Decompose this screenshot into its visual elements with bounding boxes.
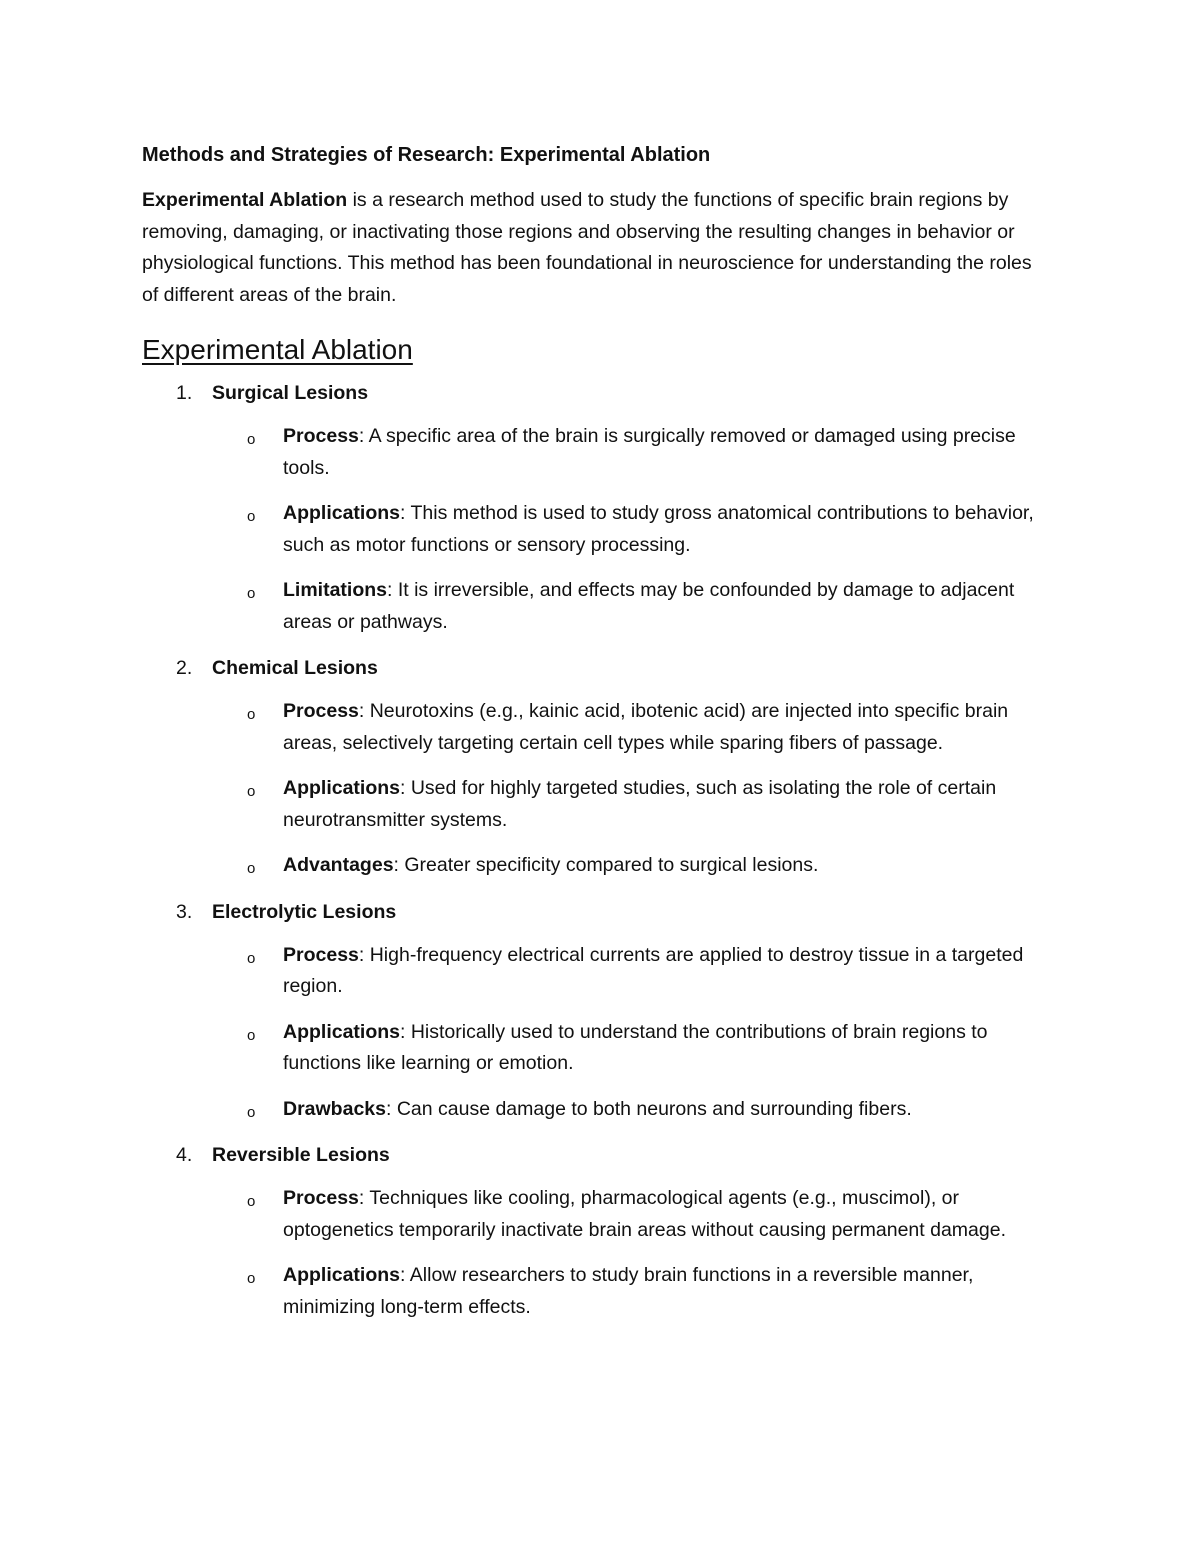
detail-text: : High-frequency electrical currents are applied to destroy tissue in a targeted region.: [283, 943, 1024, 997]
detail-item: [212, 1094, 1042, 1126]
detail-text: : Allow researchers to study brain functions in a reversible manner, minimizing long-term effects.: [283, 1264, 974, 1318]
list-number: 4.: [176, 1144, 193, 1166]
method-details: [212, 696, 1042, 882]
method-title: Reversible Lesions: [212, 1144, 390, 1166]
hollow-bullet-icon: o: [247, 1103, 256, 1121]
detail-text: : Historically used to understand the contributions of brain regions to functions like learning or emotion.: [283, 1020, 988, 1074]
method-title: Surgical Lesions: [212, 382, 369, 404]
detail-item: [212, 421, 1042, 484]
method-title: Chemical Lesions: [212, 657, 378, 679]
detail-label: Process: [283, 943, 359, 966]
list-number: 3.: [176, 900, 193, 923]
detail-label: Applications: [283, 1264, 401, 1286]
method-details: [212, 940, 1042, 1126]
detail-label: Applications: [283, 502, 401, 524]
detail-item: [212, 575, 1042, 638]
methods-list: [142, 377, 1042, 1323]
detail-item: [212, 773, 1042, 836]
detail-item: [212, 498, 1042, 561]
method-item: [142, 652, 1042, 882]
hollow-bullet-icon: o: [247, 706, 256, 723]
detail-item: [212, 940, 1042, 1003]
detail-text: : It is irreversible, and effects may be confounded by damage to adjacent areas or pathways.: [283, 579, 1015, 633]
section-heading: Experimental Ablation: [142, 334, 413, 365]
detail-text: : This method is used to study gross anatomical contributions to behavior, such as motor functions or sensory processing.: [283, 502, 1034, 556]
hollow-bullet-icon: o: [247, 783, 256, 800]
detail-label: Applications: [283, 777, 401, 799]
hollow-bullet-icon: o: [247, 949, 256, 967]
detail-label: Drawbacks: [283, 1097, 386, 1120]
intro-paragraph: [142, 185, 1042, 311]
hollow-bullet-icon: o: [247, 585, 256, 602]
detail-item: [212, 850, 1042, 882]
detail-label: Process: [283, 1187, 359, 1209]
detail-text: : Used for highly targeted studies, such as isolating the role of certain neurotransmitter systems.: [283, 777, 997, 831]
hollow-bullet-icon: o: [247, 1026, 256, 1044]
detail-label: Limitations: [283, 579, 388, 601]
detail-label: Applications: [283, 1020, 401, 1043]
hollow-bullet-icon: o: [247, 508, 256, 525]
hollow-bullet-icon: o: [247, 431, 256, 448]
hollow-bullet-icon: o: [247, 1193, 256, 1210]
detail-label: Process: [283, 700, 359, 722]
detail-item: [212, 1017, 1042, 1080]
method-item: [142, 896, 1042, 1126]
detail-label: Process: [283, 425, 359, 447]
page-title: Methods and Strategies of Research: Experimental Ablation: [142, 144, 711, 166]
hollow-bullet-icon: o: [247, 860, 256, 877]
method-details: [212, 1183, 1042, 1323]
detail-text: : Can cause damage to both neurons and surrounding fibers.: [385, 1097, 912, 1120]
hollow-bullet-icon: o: [247, 1270, 256, 1287]
list-number: 1.: [176, 382, 193, 404]
document-body: [142, 138, 1042, 1337]
intro-term: Experimental Ablation: [142, 189, 348, 211]
method-details: [212, 421, 1042, 638]
detail-item: [212, 1183, 1042, 1246]
method-item: [142, 377, 1042, 638]
detail-text: : Techniques like cooling, pharmacological agents (e.g., muscimol), or optogenetics temporarily inactivate brain areas without causing permanent damage.: [283, 1187, 1006, 1241]
detail-text: : A specific area of the brain is surgically removed or damaged using precise tools.: [283, 425, 1016, 479]
intro-text: is a research method used to study the functions of specific brain regions by removing, damaging, or inactivating those regions and observing the resulting changes in behavior or physiological functions. This method has been foundational in neuroscience for understanding the roles of different areas of the brain.: [142, 189, 1032, 306]
detail-text: : Neurotoxins (e.g., kainic acid, ibotenic acid) are injected into specific brain areas, selectively targeting certain cell types while sparing fibers of passage.: [283, 700, 1009, 754]
detail-text: : Greater specificity compared to surgical lesions.: [393, 854, 819, 876]
method-title: Electrolytic Lesions: [212, 900, 397, 923]
list-number: 2.: [176, 657, 193, 679]
detail-item: [212, 696, 1042, 759]
detail-item: [212, 1260, 1042, 1323]
method-item: [142, 1139, 1042, 1323]
detail-label: Advantages: [283, 854, 394, 876]
